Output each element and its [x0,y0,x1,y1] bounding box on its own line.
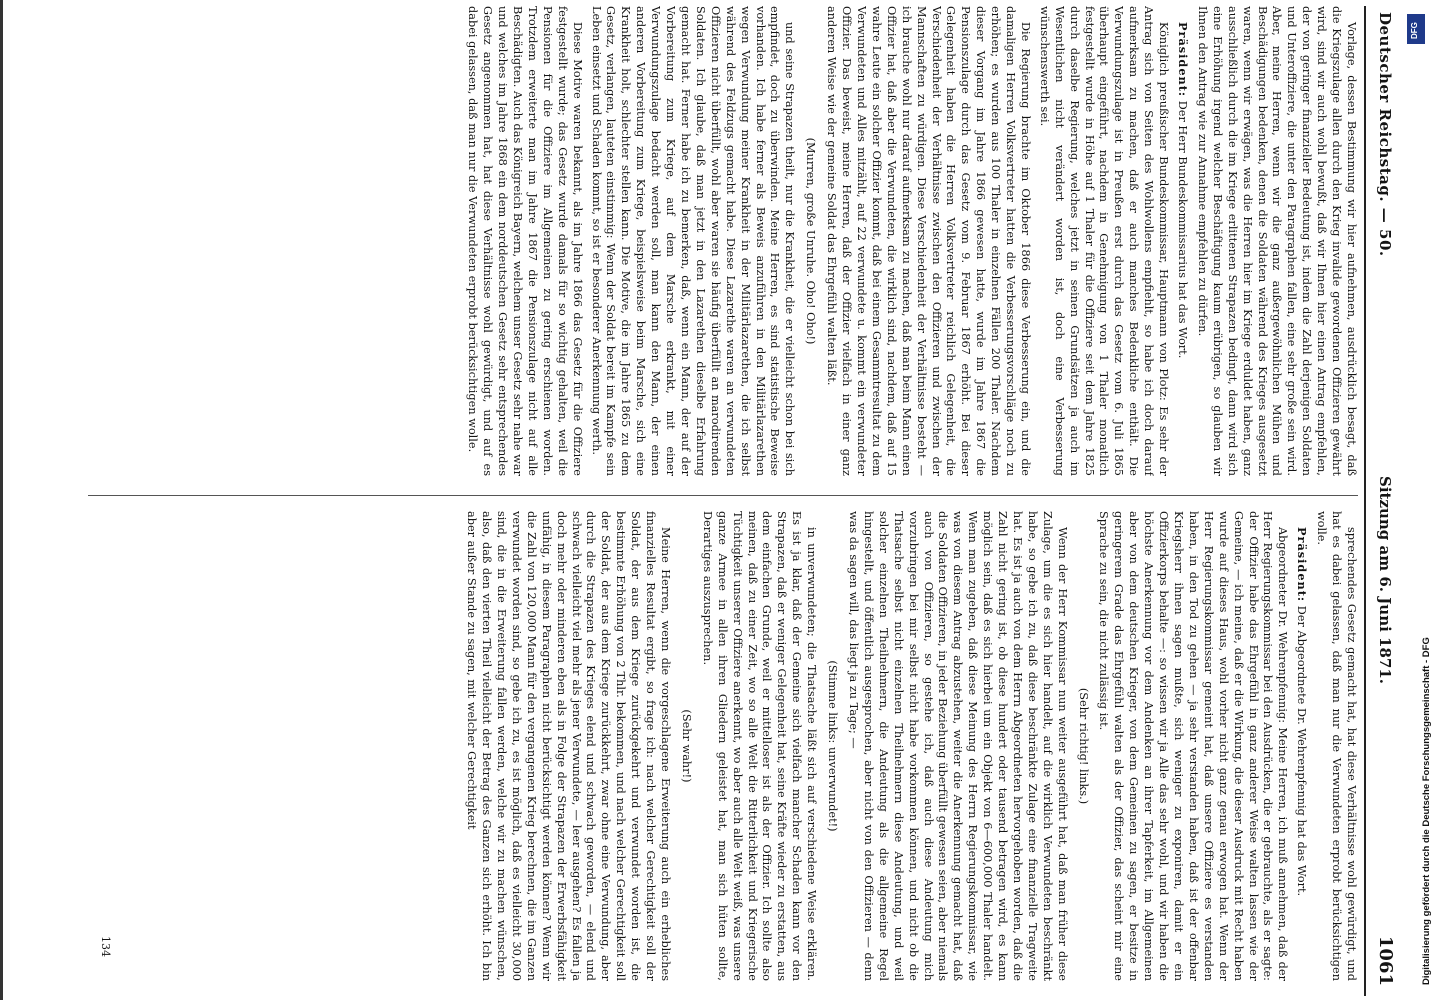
speaker-paragraph [1174,6,1190,476]
signature-mark: 134 [99,936,112,957]
dfg-logo-text: DFG [1410,22,1419,39]
interjection: (Sehr wahr!) [679,709,693,783]
column-right [78,511,1358,981]
speaker-label: Präsident: [1295,527,1310,603]
body-paragraph: Vorlage, dessen Bestimmung wir hier aufnehmen, ausdrücklich besagt, daß die Kriegszulage allen durch den Krieg invalide gewordenen Offizieren gewährt wird, sind wir auch wohl bewußt, daß wir Ihnen hier einen Antrag empfehlen, der von geringer finanzieller Bedeutung ist, indem die Zahl derjenigen Soldaten und Unteroffiziere, die unter den Paragraphen fallen, eine sehr große sein wird. Aber, meine Herren, wenn wir die ganz außergewöhnlichen Mühen und Beschädigungen bedenken, denen die Soldaten während des Krieges ausgesetzt waren, wenn wir erwägen, was die Herren hier im Kriege erduldet haben, ganz ausschließlich durch die im Kriege erlittenen Strapazen bedingt, dann wird sich eine Erhöhung irgend welcher Beschäftigung kaum erübrigen, so glauben wir Ihnen den Antrag wie zur Annahme empfehlen zu dürfen. [1195,6,1358,476]
column-left [78,6,1358,476]
body-paragraph: und seine Strapazen theilt, nur die Krankheit, die er vielleicht schon bei sich empfindet, doch zu überwinden. Meine Herren, es sind statistische Beweise vorhanden. Ich habe ferner als Beweis anzuführen in den Militärlazarethen wegen Verwundung meiner Krankheit in der Militärlazarethen, die ich selbst während des Feldzugs gemacht habe. Diese Lazarethe waren an verwundeten Offizieren nicht überfüllt, wohl aber waren sie häufig überfüllt an marodirenden Soldaten. Ich glaube, daß man jetzt in den Lazarethen dieselbe Erfahrung gemacht hat. Ferner habe ich zu bemerken, daß, wenn ein Mann, der auf der Vorbereitung zum Kriege, auf dem Marsche erkrankt, mit einer Verwundungszulage bedacht werden soll, man kann den Mann, der einen anderen Vorbereitung zum Kriege, beispielsweise beim Marsche, sich eine Krankheit holt, schlechter stellen kann. Die Motive, die im Jahre 1865 zu dem Gesetz, verlangen, lauteten einstimmig: Wenn der Soldat bereit im Kampfe sein Leben einsetzt und Schaden kommt, so ist er besonderer Anerkennung werth. [589,6,797,476]
speaker-text: Der Herr Bundeskommissarius hat das Wort. [1176,100,1190,359]
dfg-logo [1407,14,1425,44]
speaker-label: Präsident: [1176,22,1191,98]
dfg-credit-text: Digitalisierung gefördert durch die Deutsche Forschungsgemeinschaft - DFG [1421,637,1432,985]
body-paragraph: in unverwundeten; die Thatsache läßt sich auf verschiedene Weise erklären. Es ist ja klar, daß der Gemeine sich vielfach mancher Schaden kann vor den Strapazen, daß er weniger Gelegenheit hat, seine Kräfte wieder zu erstatten, aus dem einfachen Grunde, weil er mittelloser ist als der Offizier. Ich sollte also meinen, daß zu einer Zeit, wo so alle Welt die Ritterlichkeit und Kriegerische Tüchtigkeit unserer Offiziere anerkennt, wo aber auch alle Welt weiß, was unsere ganze Armee in allen ihren Gliedern geleistet hat, man sich hüten sollte, Derartiges auszusprechen. [700,511,819,981]
interjection: (Murren, große Unruhe. Oho! Oho!) [804,137,818,345]
dfg-credit-strip [1405,10,1432,990]
speaker-paragraph [1293,511,1309,981]
page-number: 1061 [1375,935,1396,986]
column-divider [88,495,1358,496]
interjection: (Sehr richtig! links.) [1076,687,1090,805]
body-paragraph: Meine Herren, wenn die vorgeschlagene Erweiterung auch ein erhebliches finanzielles Resultat ergibt, so frage ich: nach welcher Gerechtigkeit soll der Soldat, der aus dem Kriege zurückgekehrt und verwundet worden ist, die bestimmte Erhöhung von 2 Thlr. bekommen, und nach welcher Gerechtigkeit soll der Soldat, der aus dem Kriege zurückkehrt, zwar ohne eine Verwundung, aber durch die Strapazen des Krieges elend und schwach geworden, — elend und schwach vielleicht viel mehr als jener Verwundete, — leer ausgehen? Es fallen ja doch mehr oder minderen eben als in Folge der Strapazen der Erwerbsfähigkeit unfähig, in diesem Paragraphen nicht berücksichtigt werden können? Wenn wir die Zahl von 120,000 Mann für den vergangenen Krieg berechnen, die im Ganzen verwundet worden sind, so gebe ich zu, es ist möglich, daß es vielleicht 30,000 sind, die in die Erweiterung fallen werden, welche wir zu machen wünschen, also, daß den vierten Theil vielleicht der Betrag des Ganzen sich erhöht. Ich bin aber außer Stande zu sagen, mit welcher Gerechtigkeit [465,511,673,981]
body-paragraph: Wenn der Herr Kommissar nun weiter ausgeführt hat, daß man früher diese Zulage, um die es sich hier handelt, auf die wirklich Verwundeten beschränkt habe, so gebe ich zu, daß diese beschränkte Zulage eine finanzielle Tragweite hat. Es ist ja auch von dem Herrn Abgeordneten hervorgehoben worden, daß die Zahl nicht gering ist, ob diese hundert oder tausend betragen wird, es kann möglich sein, daß es sich hierbei um ein Objekt von 6—600,000 Thaler handelt. Wenn man zugeben, daß diese Meinung des Herrn Regierungskommissar, wie was von diesem Antrag abzustehen, weiter die Anerkennung gemacht hat, daß die Soldaten Offizieren, in jeder Beziehung überfüllt gewesen seien, aber niemals auch von Offizieren, so gestehe ich, daß auch diese Andeutung mich vorzubringen bei mir selbst nicht habe vorkommen können, und nicht ob die Thatsache selbst nicht einzelnen Theilnehmern diese Andeutung, und weil solcher einzelnen Theilnehmern, die Andeutung als die allgemeine Regel hingestellt, und öffentlich ausgesprochen, aber nicht von den Offizieren — denn was da sagen will, das liegt ja zu Tage; — [847,511,1069,981]
body-paragraph: Abgeordneter Dr. Wehrenpfennig: Meine Herren, ich muß annehmen, daß der Herr Regierungskommissar bei den Ausdrücken, die er gebrauchte, als er sagte: der Offizier habe das Ehrgefühl in ganz anderer Weise walten lassen wie der Gemeine, — ich meine, daß er die Wirkung, die dieser Ausdruck mit Recht haben wurde auf dieses Haus, wohl vorher nicht ganz genau erwogen hat. Wenn der Herr Regierungskommissar gemeint hat, daß unsere Offiziere es verstanden haben, in den Tod zu gehen — ja sehr verstanden haben, daß ist der offenbar Kriegsherr ihnen sagen mußte, sich weniger zu exponiren, damit er ein Offizierkorps behalte —: so wissen wir ja Alle das sehr wohl, und wir haben die höchste Anerkennung vor dem Andenken an ihrer Tapferkeit, im Allgemeinen aber von dem deutschen Krieger, von dem Gemeinen zu sagen, er besitze in geringerem Grade das Ehrgefühl walten als der Offizier, das scheint mir eine Sprache zu sein, die nicht zulässig ist. [1097,511,1290,981]
running-head-title: Sitzung am 6. Juni 1871. [1376,476,1394,684]
speaker-text: Der Abgeordnete Dr. Wehrenpfennig hat das Wort. [1295,605,1309,897]
running-head-left: Deutscher Reichstag. — 50. [1376,12,1394,257]
body-paragraph: sprechendes Gesetz gemacht hat, hat diese Verhältnisse wohl gewürdigt, und hat es dabei gelassen, daß man nur die Verwundeten erprobt berücksichtigen wolle. [1315,511,1358,981]
rotated-page-content [70,6,1400,996]
scan-edge-shadow [0,0,3,1000]
body-paragraph: Königlich preußischer Bundeskommissar, Hauptmann von Plotz: Es sehr der Antrag sich von Seiten des Wohlwollens empfiehlt, so habe ich doch darauf aufmerksam zu machen, daß er auch manches Bedenkliche enthält. Die Verwundungszulage ist in Preußen erst durch das Gesetz vom 6. Juli 1865 überhaupt eingeführt, nachdem in Genehmigung von 1 Thaler monatlich festgestellt wurde in Höhe auf 1 Thaler für die Offiziere seit dem Jahre 1825 durch daselbe Regierung, welches jetzt in seinen Grundsätzen ja auch im Wesentlichen nicht verändert worden ist, doch eine Verbesserung wünschenswerth sei. [1037,6,1171,476]
body-paragraph: Diese Motive waren bekannt, als im Jahre 1866 das Gesetz für die Offiziere festgestellt wurde; das Gesetz wurde damals für so wichtig gehalten, weil die Pensionen für die Offiziere im Allgemeinen zu gering erschienen worden. Trotzdem erweiterte man im Jahre 1867 die Pensionszulage nicht auf alle Beschädigten. Auch das Königreich Bayern, welchem unser Gesetz sehr nahe war und welches im Jahre 1868 ein dem norddeutschen Gesetz sehr entsprechendes Gesetz angenommen hat, hat diese Verhältnisse wohl gewürdigt, und auf es dabei gelassen, daß man nur die Verwundeten erprobt berücksichtigen wolle. [466,6,584,476]
body-paragraph: Die Regierung brachte im Oktober 1866 diese Verbesserung ein, und die damaligen Herren Volksvertreter hatten die Verbesserungsvorschläge noch zu erhöhen; es wurden aus 100 Thaler in einzelnen Fällen 200 Thaler. Nachdem dieser Vorgang im Jahre 1866 gewesen hatte, wurde im Jahre 1867 die Pensionszulage durch das Gesetz vom 9. Februar 1867 erhöht. Bei dieser Gelegenheit haben die Herren Volksvertreter reichlich Gelegenheit, die Verschiedenheit der Verhältnisse zwischen den Offizieren und zwischen der Mannschaften zu würdigen. Diese Verschiedenheit der Verhältnisse besteht — ich brauche wohl nur darauf aufmerksam zu machen, daß man beim Mann einen Offizier hat, daß aber die Verwundeten, die wirklich sind, nachdem, daß auf 15 wahre Leute ein solcher Offizier kommt, daß bei einem Gesammtresultat zu dem Verwundeten und Alles mitzählt, auf 22 verwundete u. kommt ein verwundeter Offizier. Das beweist, meine Herren, daß der Offizier vielfach in einer ganz anderen Weise wie der gemeine Soldat das Ehrgefühl walten läßt. [825,6,1032,476]
interjection: (Stimme links: unverwundet!) [826,660,840,832]
running-head [1364,6,1400,996]
